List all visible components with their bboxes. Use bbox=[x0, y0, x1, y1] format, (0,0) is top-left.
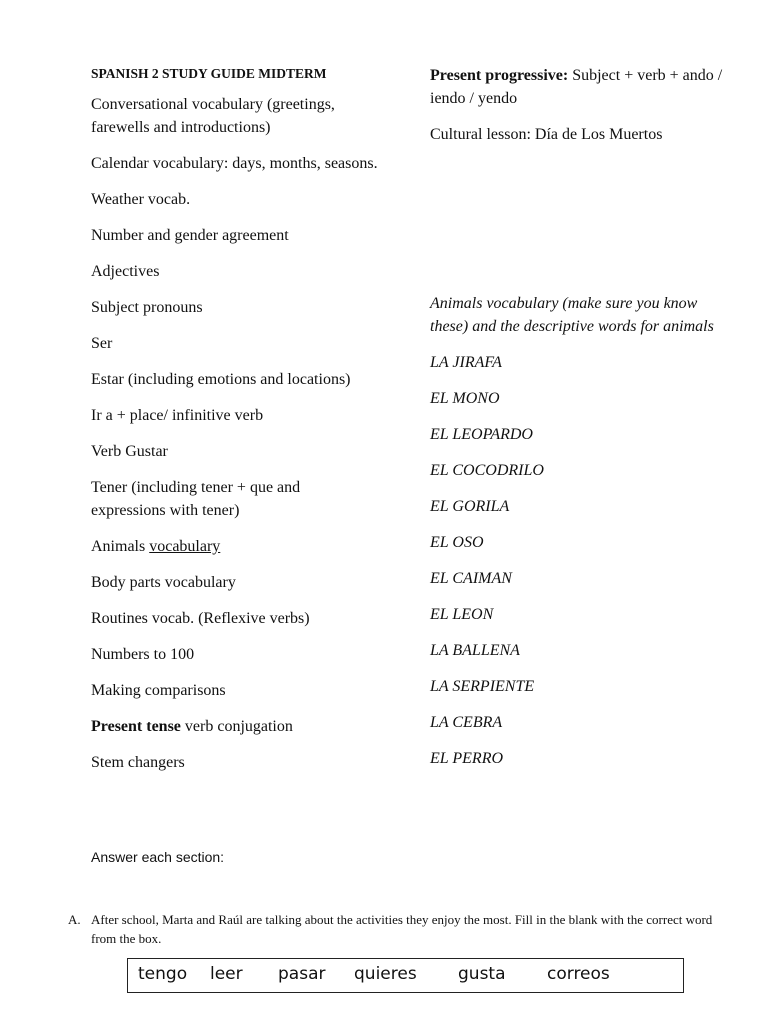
animal-item: EL LEOPARDO bbox=[430, 426, 533, 443]
word-box-word: correos bbox=[547, 964, 610, 984]
topic-item: Verb Gustar bbox=[91, 443, 168, 460]
topic-item-present-tense bbox=[91, 715, 391, 738]
animal-item: LA CEBRA bbox=[430, 714, 503, 731]
topic-item: Number and gender agreement bbox=[91, 227, 289, 244]
topic-item: Stem changers bbox=[91, 754, 185, 771]
section-a-marker: A. bbox=[68, 912, 81, 927]
animals-heading: Animals vocabulary (make sure you know these) and the descriptive words for animals bbox=[430, 295, 714, 335]
topic-item: Ir a + place/ infinitive verb bbox=[91, 407, 264, 424]
animal-item: EL OSO bbox=[430, 534, 484, 551]
instructions: Answer each section: bbox=[91, 849, 225, 865]
animal-item: LA SERPIENTE bbox=[430, 678, 535, 695]
animals-underlined: vocabulary bbox=[149, 538, 221, 555]
topic-item: Making comparisons bbox=[91, 682, 226, 699]
topic-item: Ser bbox=[91, 335, 113, 352]
word-box bbox=[127, 958, 684, 993]
topic-item: Weather vocab. bbox=[91, 191, 191, 208]
present-progressive-rest: Subject + verb + ando / iendo / yendo bbox=[430, 67, 723, 107]
right-column bbox=[430, 64, 730, 783]
spacer bbox=[430, 159, 730, 292]
word-box-word: quieres bbox=[354, 964, 417, 984]
topic-item: Adjectives bbox=[91, 263, 160, 280]
animal-item: EL LEON bbox=[430, 606, 494, 623]
present-progressive bbox=[430, 64, 730, 110]
cultural-lesson: Cultural lesson: Día de Los Muertos bbox=[430, 126, 663, 143]
present-progressive-bold: Present progressive: bbox=[430, 67, 569, 84]
section-a-text: After school, Marta and Raúl are talking about the activities they enjoy the most. Fill in the blank with the correct word from the box. bbox=[91, 912, 713, 946]
left-column bbox=[91, 64, 391, 787]
word-box-word: leer bbox=[210, 964, 243, 984]
animal-item: EL GORILA bbox=[430, 498, 510, 515]
topic-item: Tener (including tener + que and expressions with tener) bbox=[91, 479, 301, 519]
animal-item: EL COCODRILO bbox=[430, 462, 544, 479]
animal-item: EL CAIMAN bbox=[430, 570, 512, 587]
topic-item: Routines vocab. (Reflexive verbs) bbox=[91, 610, 310, 627]
animal-item: EL PERRO bbox=[430, 750, 504, 767]
animal-item: LA JIRAFA bbox=[430, 354, 502, 371]
animals-prefix: Animals bbox=[91, 538, 150, 555]
present-tense-rest: verb conjugation bbox=[180, 718, 293, 735]
topic-item-animals bbox=[91, 535, 391, 558]
topic-item: Body parts vocabulary bbox=[91, 574, 236, 591]
topic-item: Numbers to 100 bbox=[91, 646, 195, 663]
word-box-word: tengo bbox=[138, 964, 188, 984]
topic-item: Subject pronouns bbox=[91, 299, 203, 316]
page-title: SPANISH 2 STUDY GUIDE MIDTERM bbox=[91, 66, 327, 81]
topic-item: Estar (including emotions and locations) bbox=[91, 371, 351, 388]
animal-item: EL MONO bbox=[430, 390, 500, 407]
present-tense-bold: Present tense bbox=[91, 718, 181, 735]
section-a bbox=[68, 910, 728, 948]
animal-item: LA BALLENA bbox=[430, 642, 520, 659]
word-box-word: pasar bbox=[278, 964, 326, 984]
topic-item: Conversational vocabulary (greetings, farewells and introductions) bbox=[91, 96, 335, 136]
topic-item: Calendar vocabulary: days, months, seasons. bbox=[91, 155, 378, 172]
word-box-word: gusta bbox=[458, 964, 506, 984]
